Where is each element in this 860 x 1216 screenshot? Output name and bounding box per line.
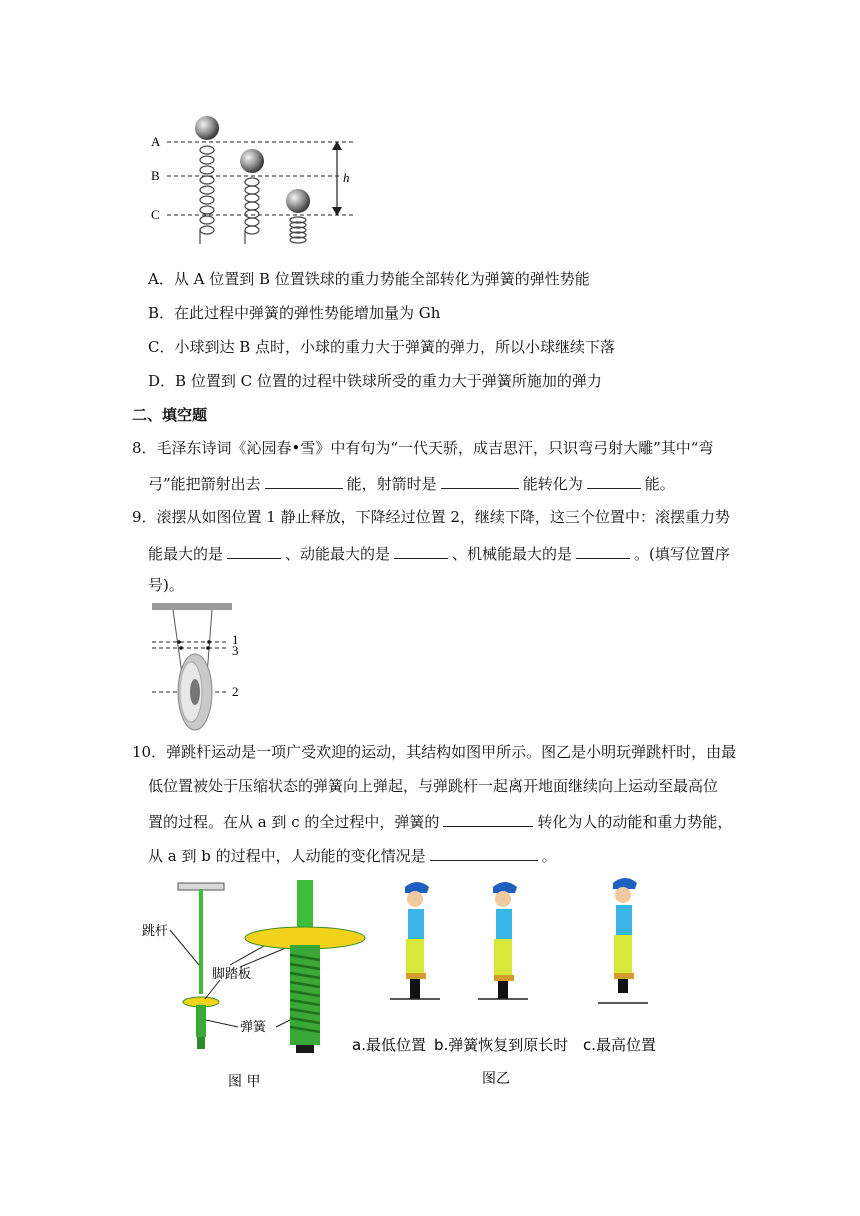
q10-blank-2[interactable] (430, 844, 538, 861)
ball-b (240, 149, 264, 173)
section-title: 二、填空题 (132, 406, 208, 424)
spring-ball-figure (145, 108, 365, 248)
label-a: A (151, 134, 161, 149)
label-pedal: 脚踏板 (212, 967, 252, 982)
caption-yi: 图乙 (482, 1071, 510, 1087)
ball-c (286, 189, 310, 213)
q9-line3: 号)。 (148, 576, 184, 594)
q8-line1: 8．毛泽东诗词《沁园春•雪》中有句为“一代天骄，成吉思汗，只识弯弓射大雕”其中“弯 (132, 439, 714, 457)
person-a (390, 882, 440, 999)
q9-blank-2[interactable] (394, 542, 448, 559)
q9-blank-3[interactable] (576, 542, 630, 559)
pogo-stick-figure (140, 875, 375, 1095)
q7-option-b: B．在此过程中弹簧的弹性势能增加量为 Gh (148, 304, 441, 322)
q10-line1: 10．弹跳杆运动是一项广受欢迎的运动，其结构如图甲所示。图乙是小明玩弹跳杆时，由最 (132, 743, 737, 761)
pendulum-figure (148, 600, 258, 735)
q10-blank-1[interactable] (443, 810, 533, 827)
q10-line2: 低位置被处于压缩状态的弹簧向上弹起，与弹跳杆一起离开地面继续向上运动至最高位 (148, 777, 719, 795)
label-highest: c.最高位置 (583, 1036, 657, 1054)
q7-option-c: C．小球到达 B 点时，小球的重力大于弹簧的弹力，所以小球继续下落 (148, 338, 616, 356)
label-h: h (343, 170, 350, 185)
q8-blank-2[interactable] (441, 472, 519, 489)
label-spring: 弹簧 (240, 1020, 267, 1035)
q10-line4: 从 a 到 b 的过程中，人动能的变化情况是 。 (148, 844, 557, 866)
label-original-length: b.弹簧恢复到原长时 (434, 1036, 569, 1054)
q8-blank-3[interactable] (587, 472, 641, 489)
jump-sequence-figure (350, 875, 670, 1090)
person-c (598, 878, 648, 1003)
q9-line2: 能最大的是 、动能最大的是 、机械能最大的是 。(填写位置序 (148, 542, 730, 564)
q9-line1: 9．滚摆从如图位置 1 静止释放，下降经过位置 2，继续下降，这三个位置中：滚摆重力势 (132, 508, 730, 526)
q7-option-a: A．从 A 位置到 B 位置铁球的重力势能全部转化为弹簧的弹性势能 (148, 270, 590, 288)
label-pole: 跳杆 (142, 924, 169, 939)
position-label-1: 1 (232, 632, 239, 647)
q8-blank-1[interactable] (265, 472, 343, 489)
position-label-2: 2 (232, 684, 239, 699)
label-b: B (151, 168, 160, 183)
q9-blank-1[interactable] (227, 542, 281, 559)
ball-a (195, 116, 219, 140)
person-b (478, 882, 528, 999)
q7-option-d: D．B 位置到 C 位置的过程中铁球所受的重力大于弹簧所施加的弹力 (148, 372, 602, 390)
q10-line3: 置的过程。在从 a 到 c 的全过程中，弹簧的 转化为人的动能和重力势能， (148, 810, 732, 832)
label-lowest: a.最低位置 (352, 1036, 426, 1054)
caption-jia: 图 甲 (228, 1074, 261, 1090)
label-c: C (151, 207, 160, 222)
position-label-3: 3 (232, 643, 239, 658)
q8-line2: 弓”能把箭射出去 能，射箭时是 能转化为 能。 (148, 472, 675, 494)
